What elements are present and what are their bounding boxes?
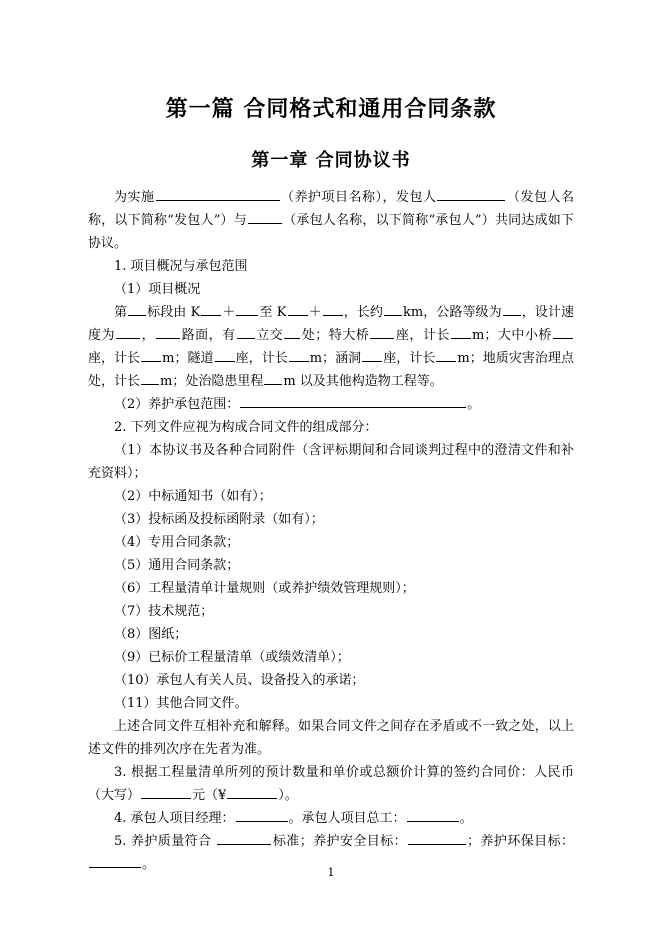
blank [451,325,471,339]
text-span: 5. 养护质量符合 [114,834,212,849]
blank-scope [240,394,466,408]
doc-item: （4）专用合同条款； [114,535,240,550]
blank [141,371,159,385]
blank-contractor-name [248,210,282,224]
text-span: 第 [114,305,128,320]
blank [289,348,309,362]
blank [141,348,161,362]
text-span: ，设计速度为 [88,305,574,343]
intro-paragraph [88,186,574,255]
blank [156,325,180,339]
section-2-heading: 2. 下列文件应视为构成合同文件的组成部分： [114,420,378,435]
blank [215,348,235,362]
text-span: m 以及其他构造物工程等。 [283,374,443,389]
doc-item: （6）工程量清单计量规则（或养护绩效管理规则）； [114,581,415,596]
doc-item: （11）其他合同文件。 [114,696,248,711]
section-4-managers [88,807,574,830]
blank [362,348,382,362]
blank [436,348,456,362]
blank [370,325,394,339]
blank-price-figures [227,785,277,799]
page-number: 1 [327,866,335,879]
section-3-price [88,761,574,807]
blank [288,302,308,316]
doc-item: （3）投标函及投标函附录（如有）； [114,512,324,527]
text-span: 路面，有 [181,328,236,343]
text-span: m；大中小桥 [472,328,552,343]
blank-safety [408,831,466,845]
text-span: 座，计长 [395,328,450,343]
text-span: （发包人名称，以下简称“发包人”）与 [88,190,574,228]
text-span: m；涵洞 [309,351,362,366]
text-span: （2）养护承包范围： [114,397,240,412]
text-span: （承包人名称，以下简称“承包人”）共同达成如下协议。 [88,213,574,251]
complement-paragraph: 上述合同文件互相补充和解释。如果合同文件之间存在矛盾或不一致之处，以上述文件的排列次序在先者为准。 [88,719,574,757]
text-span: ， [141,328,156,343]
text-span: 。 [142,857,156,872]
blank [503,302,521,316]
text-span: 。承包人项目总工： [288,811,406,826]
text-span: ＋ [308,305,322,320]
section-1-1-heading: （1）项目概况 [114,282,201,297]
blank [128,302,146,316]
text-span: 3. 根据工程量清单所列的预计数量和单价或总额价计算的签约合同价：人民币（大写） [88,765,574,803]
blank [236,302,258,316]
blank-price-words [141,785,191,799]
text-span: 至 K [259,305,287,320]
text-span: 座，计长 [235,351,288,366]
blank [116,325,140,339]
text-span: （养护项目名称），发包人 [280,190,437,205]
blank [284,325,300,339]
project-overview-paragraph [88,301,574,393]
blank [201,302,221,316]
text-span: 标段由 K [147,305,201,320]
text-span: 座，计长 [383,351,436,366]
blank [237,325,255,339]
doc-item: （7）技术规范； [114,604,214,619]
text-span: 立交 [255,328,284,343]
blank [553,325,573,339]
blank-project-name [156,187,280,201]
doc-item: （2）中标通知书（如有）； [114,489,272,504]
text-span: 元（¥ [192,788,227,803]
text-span: 为实施 [114,190,155,205]
doc-item: （1）本协议书及各种合同附件（含评标期间和合同谈判过程中的澄清文件和补充资料）； [88,443,574,481]
text-span: ）。 [278,788,298,803]
doc-item: （10）承包人有关人员、设备投入的承诺； [114,673,365,688]
doc-item: （9）已标价工程量清单（或绩效清单）； [114,650,350,665]
text-span: 。 [459,811,473,826]
blank [384,302,402,316]
text-span: m；地质灾害治理点处，计长 [88,351,574,389]
text-span: ＋ [222,305,236,320]
chapter-title: 第一章 合同协议书 [251,150,411,171]
text-span: m；处治隐患里程 [160,374,264,389]
doc-item: （8）图纸； [114,627,188,642]
text-span: 处；特大桥 [301,328,370,343]
text-span: ；养护环保目标： [467,834,574,849]
blank-quality [217,831,271,845]
doc-item: （5）通用合同条款； [114,558,240,573]
part-title: 第一篇 合同格式和通用合同条款 [165,97,497,122]
maintenance-scope [88,393,574,416]
section-1-heading: 1. 项目概况与承包范围 [114,259,248,274]
text-span: ，长约 [343,305,383,320]
blank-employer-name [437,187,505,201]
blank [264,371,282,385]
text-span: 座，计长 [88,351,141,366]
text-span: km，公路等级为 [402,305,502,320]
text-span: 4. 承包人项目经理： [114,811,235,826]
text-span: m；隧道 [162,351,214,366]
blank-chief-engineer [407,808,459,822]
blank-project-manager [236,808,288,822]
document-body [88,186,574,876]
text-span: 。 [467,397,481,412]
blank [323,302,343,316]
text-span: 标准；养护安全目标： [272,834,408,849]
